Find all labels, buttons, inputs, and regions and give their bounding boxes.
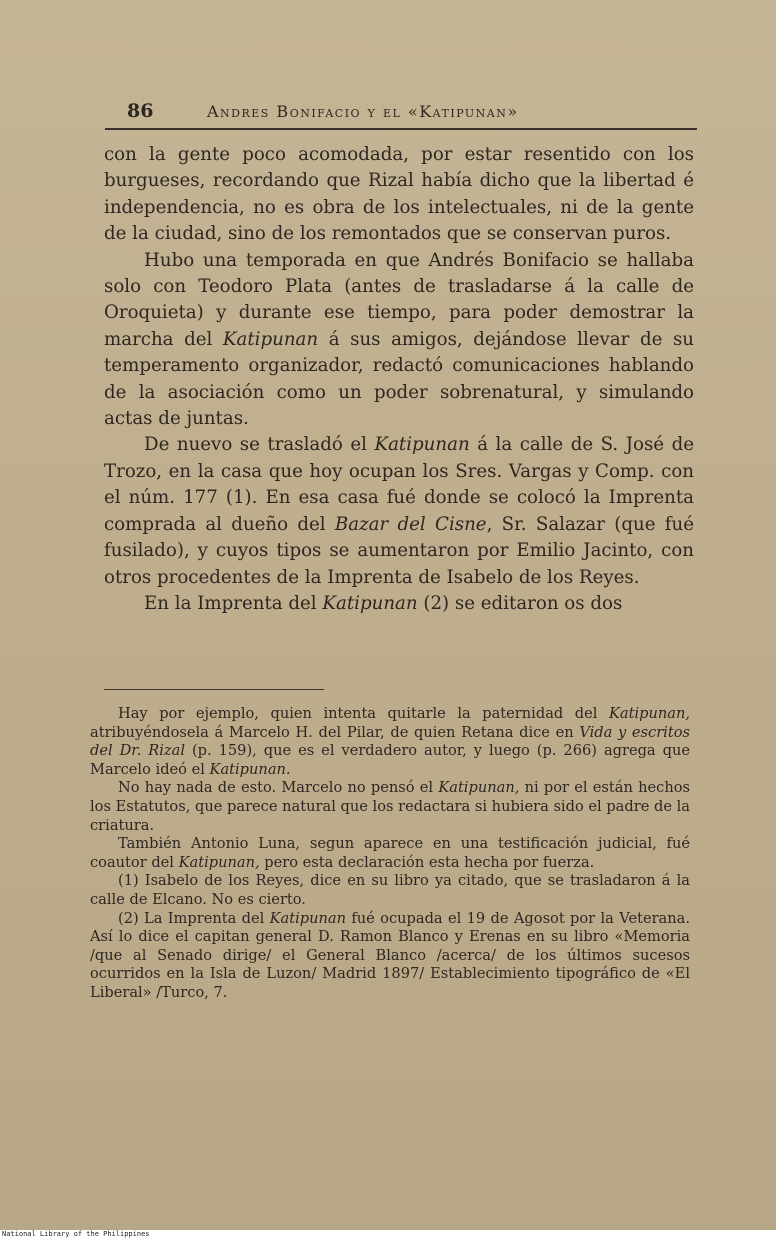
p3-text-b: á la calle de S. José de Trozo, en la casa que hoy ocupan los Sres. Vargas y Comp. con el núm. 177 (1). En esa casa fué donde se colocó la Imprenta comprada al dueño del	[104, 434, 694, 535]
f3-text-b: pero esta declaración esta hecha por fuerza.	[259, 853, 595, 871]
p3-italic-2: Bazar del Cisne	[334, 513, 487, 535]
p2-text-a: Hubo una temporada en que Andrés Bonifacio se hallaba solo con Teodoro Plata (antes de trasladarse á la calle de Oroquieta) y durante ese tiempo, para poder demostrar la marcha del	[104, 249, 694, 350]
p4-text-b: (2) se editaron os dos	[417, 592, 623, 614]
f5-text-a: (2) La Imprenta del	[118, 909, 270, 927]
p3-text-a: De nuevo se trasladó el	[144, 434, 375, 456]
footnote-2	[90, 779, 690, 835]
paragraph-2	[104, 248, 694, 433]
f1-text-b: atribuyéndosela á Marcelo H. del Pilar, de quien Retana dice en	[90, 723, 580, 741]
f3-italic: Katipunan,	[178, 853, 260, 871]
f2-italic: Katipunan,	[438, 779, 520, 797]
paragraph-1: con la gente poco acomodada, por estar resentido con los burgueses, recordando que Rizal había dicho que la libertad é independencia, no es obra de los intelectuales, ni de la gente de la ciudad, sino de los remontados que se conservan puros.	[104, 144, 694, 245]
f1-italic-3: Katipunan.	[209, 760, 291, 778]
footnote-3	[90, 835, 690, 872]
paragraph-3	[104, 432, 694, 590]
p4-italic: Katipunan	[322, 592, 418, 614]
f1-text-a: Hay por ejemplo, quien intenta quitarle la paternidad del	[118, 705, 609, 722]
f3-text-a: También Antonio Luna, segun aparece en una testificación judicial, fué coautor del	[90, 835, 690, 871]
footnote-4: (1) Isabelo de los Reyes, dice en su libro ya citado, que se trasladaron á la calle de Elcano. No es cierto.	[90, 872, 690, 908]
footnote-separator	[104, 689, 324, 690]
footer-bar	[0, 1230, 776, 1238]
p2-text-b: á sus amigos, dejándose llevar de su temperamento organizador, redactó comunicaciones hablando de la asociación como un poder sobrenatural, y simulando actas de juntas.	[104, 328, 694, 430]
page-header	[105, 98, 697, 130]
f1-text-c: (p. 159), que es el verdadero autor, y luego (p. 266) agrega que Marcelo ideó el	[90, 742, 690, 778]
footnotes	[90, 705, 690, 1003]
p3-italic-1: Katipunan	[374, 434, 470, 456]
body-text	[104, 142, 694, 617]
p2-italic: Katipunan	[222, 328, 319, 350]
paragraph-4	[104, 591, 694, 617]
p4-text-a: En la Imprenta del	[144, 592, 323, 614]
footnote-5	[90, 910, 690, 1003]
f5-text-b: fué ocupada el 19 de Agosot por la Veterana. Así lo dice el capitan general D. Ramon Blanco y Erenas en su libro «Memoria /que al Senado dirige/ el General Blanco /acerca/ de los últimos sucesos ocurridos en la Isla de Luzon/ Madrid 1897/ Establecimiento tipográfico de «El Liberal» /Turco, 7.	[90, 909, 690, 1001]
f1-italic-2: Vida y escritos del Dr. Rizal	[90, 723, 690, 760]
f5-italic: Katipunan	[269, 909, 347, 927]
running-title: Andres Bonifacio y el «Katipunan»	[207, 102, 519, 121]
p3-text-c: , Sr. Salazar (que fué fusilado), y cuyos tipos se aumentaron por Emilio Jacinto, con otros procedentes de la Imprenta de Isabelo de los Reyes.	[104, 513, 694, 588]
f2-text-b: ni por el están hechos los Estatutos, que parece natural que los redactara si hubiera sido el padre de la criatura.	[90, 779, 690, 834]
f1-italic-1: Katipunan,	[608, 705, 690, 722]
page-number: 86	[127, 100, 154, 122]
footnote-1	[90, 705, 690, 779]
f2-text-a: No hay nada de esto. Marcelo no pensó el	[118, 779, 439, 797]
library-credit: National Library of the Philippines	[2, 1230, 150, 1238]
